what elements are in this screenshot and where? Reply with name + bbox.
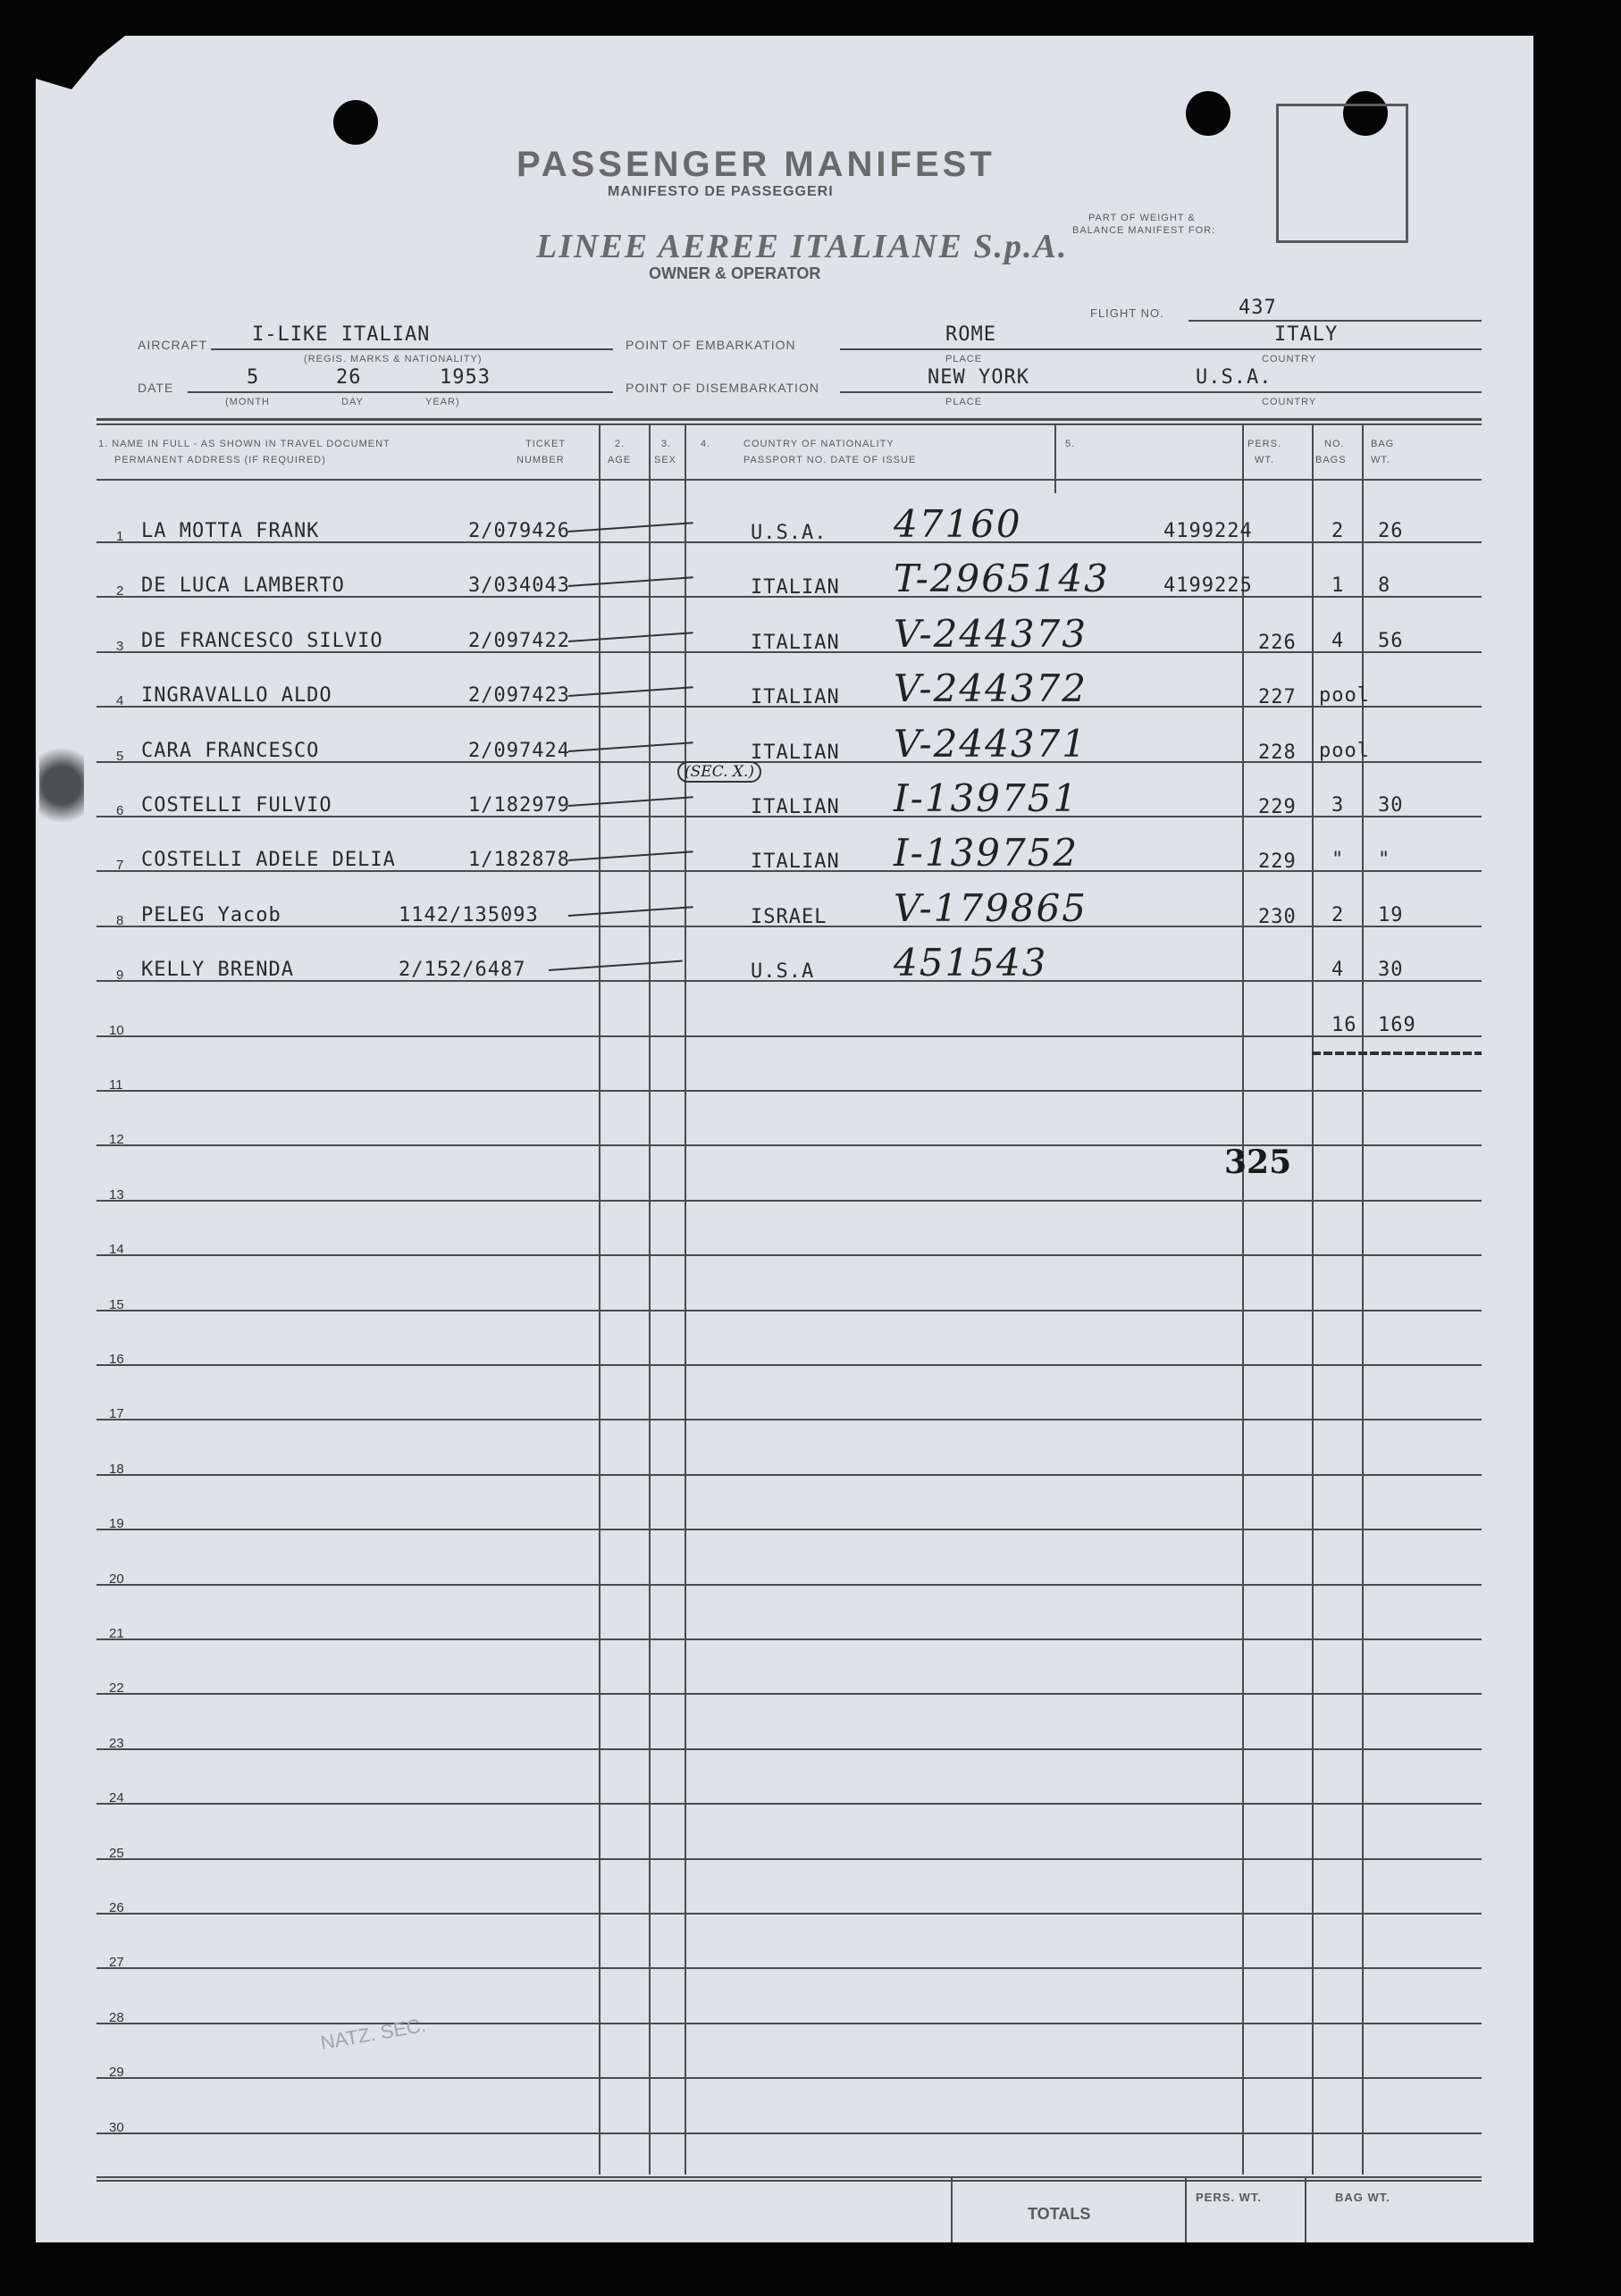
col-passport-header: PASSPORT NO. DATE OF ISSUE <box>743 455 917 465</box>
page-subtitle: MANIFESTO DE PASSEGGERI <box>608 184 834 199</box>
bags-count: pool <box>1319 684 1370 708</box>
ticket-number: 3/034043 <box>468 574 570 598</box>
passport-number: 451543 <box>894 941 1048 985</box>
row-rule <box>97 1474 1482 1476</box>
row-number: 17 <box>109 1406 124 1422</box>
col-name-subheader: PERMANENT ADDRESS (IF REQUIRED) <box>114 455 326 465</box>
row-number: 24 <box>109 1790 124 1806</box>
passport-number: V-244373 <box>894 611 1088 656</box>
row-number: 18 <box>109 1461 124 1477</box>
aircraft-value: I-LIKE ITALIAN <box>252 323 431 346</box>
bags-count: 2 <box>1331 520 1345 542</box>
strike-mark <box>568 686 693 697</box>
ticket-number: 2/097424 <box>468 739 570 762</box>
row-rule <box>97 1638 1482 1640</box>
row-number: 9 <box>116 968 124 984</box>
punch-hole-left <box>333 100 378 145</box>
company-name: LINEE AEREE ITALIANE S.p.A. <box>536 228 1069 265</box>
date-month-sublabel: (MONTH <box>225 397 270 407</box>
ticket-number: 2/097423 <box>468 684 570 708</box>
bags-count: " <box>1331 849 1345 872</box>
row-rule <box>97 1913 1482 1915</box>
passport-number: I-139751 <box>894 776 1079 820</box>
row-number: 22 <box>109 1680 124 1697</box>
col-bagwt-header: BAG <box>1371 439 1395 449</box>
row-number: 21 <box>109 1626 124 1641</box>
disembark-place: NEW YORK <box>928 366 1029 389</box>
row-number: 28 <box>109 2009 124 2025</box>
bag-weight: 19 <box>1378 903 1404 926</box>
totals-pers-wt-label: PERS. WT. <box>1196 2191 1263 2204</box>
passenger-name: COSTELLI ADELE DELIA <box>141 849 396 872</box>
row-rule <box>97 1693 1482 1695</box>
col-bags-subheader: BAGS <box>1315 455 1347 465</box>
embark-country-sublabel: COUNTRY <box>1262 354 1317 365</box>
row-number: 19 <box>109 1516 124 1532</box>
stamp-number-325: 325 <box>1224 1144 1292 1181</box>
column-5-value: 4199225 <box>1163 574 1253 598</box>
nationality: ITALIAN <box>751 631 840 654</box>
row-rule <box>97 1419 1482 1420</box>
row-rule <box>97 1803 1482 1805</box>
row-number: 25 <box>109 1845 124 1861</box>
row-number: 27 <box>109 1955 124 1971</box>
col-4-number: 4. <box>701 439 711 449</box>
nationality: ISRAEL <box>751 905 827 928</box>
date-label: DATE <box>138 381 174 395</box>
col-ticket-subheader: NUMBER <box>517 455 565 465</box>
row-number: 3 <box>116 638 124 654</box>
row-rule <box>97 1090 1482 1092</box>
row-number: 20 <box>109 1571 124 1587</box>
row-number: 16 <box>109 1352 124 1367</box>
row-rule <box>97 1200 1482 1202</box>
disembark-country: U.S.A. <box>1196 366 1272 389</box>
col-5-number: 5. <box>1065 439 1076 449</box>
pers-weight: 228 <box>1258 741 1297 764</box>
totals-bag-wt-label: BAG WT. <box>1335 2191 1390 2204</box>
part-of-label-line2: BALANCE MANIFEST FOR: <box>1072 225 1216 236</box>
passport-number: V-179865 <box>894 885 1088 930</box>
passport-number: I-139752 <box>894 831 1079 876</box>
torn-corner <box>36 36 125 89</box>
nationality: ITALIAN <box>751 576 840 599</box>
faint-stamp: NATZ. SEC. <box>318 2013 428 2055</box>
strike-mark <box>549 960 683 971</box>
owner-label: OWNER & OPERATOR <box>649 264 821 282</box>
nationality: ITALIAN <box>751 686 840 709</box>
strike-mark <box>568 906 693 917</box>
aircraft-label: AIRCRAFT <box>138 338 207 352</box>
row-number: 1 <box>116 529 124 544</box>
passenger-name: PELEG Yacob <box>141 903 281 926</box>
weight-balance-box <box>1276 104 1408 243</box>
col-name-header: 1. NAME IN FULL - AS SHOWN IN TRAVEL DOCUMENT <box>98 439 391 449</box>
col-bagwt-subheader: WT. <box>1371 455 1390 465</box>
row-number: 14 <box>109 1242 124 1258</box>
row-rule <box>97 1254 1482 1256</box>
nationality: U.S.A. <box>751 522 827 544</box>
nationality: ITALIAN <box>751 741 840 764</box>
bag-weight: 8 <box>1378 574 1391 598</box>
embark-label: POINT OF EMBARKATION <box>626 338 796 352</box>
row-number: 6 <box>116 803 124 818</box>
row-number: 12 <box>109 1132 124 1148</box>
pers-weight: 230 <box>1258 905 1297 928</box>
col-age-number: 2. <box>615 439 626 449</box>
bags-count: 16 <box>1331 1013 1357 1036</box>
bag-weight: 30 <box>1378 959 1404 982</box>
flight-no-value: 437 <box>1239 297 1277 319</box>
bag-weight: 169 <box>1378 1013 1416 1036</box>
col-ticket-header: TICKET <box>525 439 567 449</box>
col-nationality-header: COUNTRY OF NATIONALITY <box>743 439 894 449</box>
nationality: ITALIAN <box>751 851 840 874</box>
row-number: 30 <box>109 2119 124 2135</box>
margin-mark <box>39 736 84 834</box>
passenger-name: DE FRANCESCO SILVIO <box>141 629 383 652</box>
row-number: 11 <box>109 1077 123 1093</box>
pers-weight: 229 <box>1258 796 1297 818</box>
bags-count: pool <box>1319 739 1370 762</box>
disembark-label: POINT OF DISEMBARKATION <box>626 381 819 395</box>
passenger-name: INGRAVALLO ALDO <box>141 684 332 708</box>
nationality: ITALIAN <box>751 796 840 818</box>
bags-count: 4 <box>1331 629 1345 652</box>
row-number: 8 <box>116 912 124 928</box>
passport-number: T-2965143 <box>894 557 1110 601</box>
strike-mark <box>568 742 693 752</box>
bag-weight: 26 <box>1378 520 1404 542</box>
passenger-name: CARA FRANCESCO <box>141 739 320 762</box>
passport-number: V-244372 <box>894 666 1088 711</box>
row-number: 15 <box>109 1296 124 1312</box>
disembark-place-sublabel: PLACE <box>945 397 983 407</box>
row-number: 29 <box>109 2065 124 2081</box>
part-of-label-line1: PART OF WEIGHT & <box>1088 213 1196 223</box>
row-number: 23 <box>109 1735 124 1751</box>
row-number: 5 <box>116 748 124 764</box>
disembark-country-sublabel: COUNTRY <box>1262 397 1317 407</box>
ticket-number: 2/097422 <box>468 629 570 652</box>
date-day: 26 <box>336 366 362 389</box>
totals-label: TOTALS <box>1028 2205 1091 2223</box>
col-sex-header: SEX <box>654 455 677 465</box>
ticket-number: 2/152/6487 <box>399 959 526 982</box>
embark-place-sublabel: PLACE <box>945 354 983 365</box>
manifest-sheet <box>36 36 1533 2242</box>
strike-mark <box>568 522 693 532</box>
row-rule <box>97 1967 1482 1969</box>
page-title: PASSENGER MANIFEST <box>517 145 995 184</box>
strike-mark <box>568 851 693 862</box>
totals-underline <box>1312 1052 1482 1055</box>
col-age-header: AGE <box>608 455 632 465</box>
col-pers-header: PERS. <box>1247 439 1282 449</box>
strike-mark <box>568 796 693 807</box>
pers-weight: 227 <box>1258 686 1297 709</box>
row-number: 7 <box>116 858 124 874</box>
ticket-number: 2/079426 <box>468 520 570 542</box>
flight-no-label: FLIGHT NO. <box>1090 306 1164 320</box>
punch-hole-middle <box>1186 91 1230 136</box>
row-number: 26 <box>109 1900 124 1915</box>
passenger-name: KELLY BRENDA <box>141 959 294 982</box>
row-number: 13 <box>109 1186 124 1202</box>
row-number: 10 <box>109 1022 124 1038</box>
passenger-name: DE LUCA LAMBERTO <box>141 574 345 598</box>
date-year: 1953 <box>440 366 491 389</box>
embark-place: ROME <box>945 323 996 346</box>
bags-count: 2 <box>1331 903 1345 926</box>
col-pers-subheader: WT. <box>1255 455 1274 465</box>
passenger-name: LA MOTTA FRANK <box>141 520 320 542</box>
bags-count: 1 <box>1331 574 1345 598</box>
strike-mark <box>568 632 693 642</box>
date-month: 5 <box>247 366 260 389</box>
pers-weight: 229 <box>1258 851 1297 874</box>
date-year-sublabel: YEAR) <box>425 397 460 407</box>
bags-count: 4 <box>1331 959 1345 982</box>
strike-mark <box>568 577 693 588</box>
passport-number: V-244371 <box>894 721 1088 766</box>
date-day-sublabel: DAY <box>341 397 364 407</box>
bag-weight: 56 <box>1378 629 1404 652</box>
sec-x-annotation: (SEC. X.) <box>677 761 761 783</box>
passport-number: 47160 <box>894 502 1022 546</box>
col-bags-header: NO. <box>1324 439 1345 449</box>
row-rule <box>97 1364 1482 1366</box>
row-rule <box>97 1748 1482 1750</box>
row-rule <box>97 1529 1482 1530</box>
row-rule <box>97 1584 1482 1586</box>
bags-count: 3 <box>1331 794 1345 817</box>
row-rule <box>97 2023 1482 2024</box>
row-rule <box>97 2133 1482 2134</box>
passenger-name: COSTELLI FULVIO <box>141 794 332 817</box>
nationality: U.S.A <box>751 960 815 984</box>
row-number: 4 <box>116 693 124 709</box>
aircraft-sublabel: (REGIS. MARKS & NATIONALITY) <box>304 354 483 365</box>
embark-country: ITALY <box>1274 323 1339 346</box>
ticket-number: 1142/135093 <box>399 903 539 926</box>
ticket-number: 1/182878 <box>468 849 570 872</box>
row-rule <box>97 1310 1482 1311</box>
ticket-number: 1/182979 <box>468 794 570 817</box>
row-rule <box>97 1035 1482 1037</box>
pers-weight: 226 <box>1258 631 1297 654</box>
bag-weight: 30 <box>1378 794 1404 817</box>
row-number: 2 <box>116 583 124 599</box>
col-sex-number: 3. <box>661 439 672 449</box>
column-5-value: 4199224 <box>1163 520 1253 542</box>
bag-weight: " <box>1378 849 1391 872</box>
row-rule <box>97 2077 1482 2079</box>
row-rule <box>97 1858 1482 1860</box>
